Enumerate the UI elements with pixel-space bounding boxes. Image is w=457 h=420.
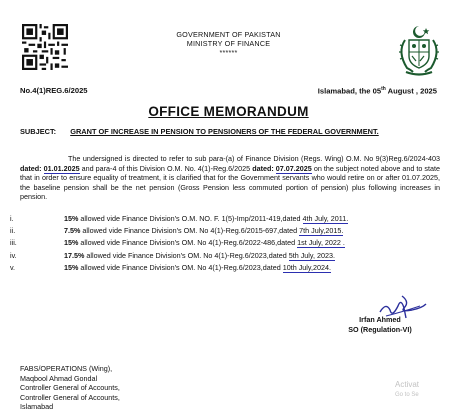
document-title: OFFICE MEMORANDUM — [148, 104, 309, 119]
header-stars: ****** — [219, 48, 238, 57]
body-paragraph: The undersigned is directed to refer to sub para-(a) of Finance Division (Regs. Wing) O.M. No 9(3)Reg.6/2024-403 dated: 01.01.2025 and para-4 of this Division O.M. No. 4(1)-Reg.6/2025 dated: 07.07.2025 on the subject noted above and to state that in order to ensure equality of treatment, it is clarified that for the Government servants who would retire on or after 01.07.2025, the baseline pension shall be the net pension (Gross Pension less commuted portion of pension) plus following increases in pension. — [20, 154, 441, 202]
cc-line: Controller General of Accounts, — [20, 392, 120, 402]
date-reference-2: 07.07.2025 — [275, 163, 312, 173]
date-reference-1: 01.01.2025 — [43, 163, 80, 173]
list-item: v. 15% allowed vide Finance Division's OM. No 4(1)-Reg.6/2023,dated 10th July,2024. — [10, 262, 331, 272]
watermark-line-1: Activat — [395, 380, 420, 389]
subject-line — [20, 127, 440, 136]
government-header — [0, 30, 457, 57]
subject-label: SUBJECT: — [20, 127, 57, 136]
cc-line: Controller General of Accounts, — [20, 383, 120, 392]
list-item: ii. 7.5% allowed vide Finance Division's OM. No 4(1)-Reg.6/2015-697,dated 7th July,2015. — [10, 226, 344, 236]
state-emblem-icon — [393, 22, 445, 78]
reference-number: No.4(1)REG.6/2025 — [20, 86, 88, 95]
watermark-line-2: Go to Se — [395, 392, 419, 398]
header-ministry: MINISTRY OF FINANCE — [186, 39, 271, 48]
activation-watermark — [395, 380, 419, 400]
cc-line: Maqbool Ahmad Gondal — [20, 373, 98, 383]
cc-line: Islamabad — [20, 402, 54, 411]
distribution-list — [20, 364, 120, 412]
list-item: iii. 15% allowed vide Finance Division's OM. No 4(1)-Reg.6/2022-486,dated 1st July, 2022 . — [10, 238, 345, 248]
signatory-designation: SO (Regulation-VI) — [348, 324, 412, 334]
signatory-block — [330, 315, 430, 334]
list-item: iv. 17.5% allowed vide Finance Division's OM. No 4(1)-Reg.6/2023,dated 5th July, 2023. — [10, 250, 335, 260]
signatory-name: Irfan Ahmed — [359, 315, 401, 324]
cc-line: FABS/OPERATIONS (Wing), — [20, 364, 113, 373]
place-and-date: Islamabad, the 05th August , 2025 — [317, 86, 437, 96]
increases-list — [10, 214, 440, 275]
header-government: GOVERNMENT OF PAKISTAN — [176, 30, 281, 39]
subject-text: GRANT OF INCREASE IN PENSION TO PENSIONERS OF THE FEDERAL GOVERNMENT. — [70, 127, 379, 136]
list-item: i. 15% allowed vide Finance Division's O.M. NO. F. 1(5)-Imp/2011-419,dated 4th July, 2011. — [10, 214, 349, 223]
